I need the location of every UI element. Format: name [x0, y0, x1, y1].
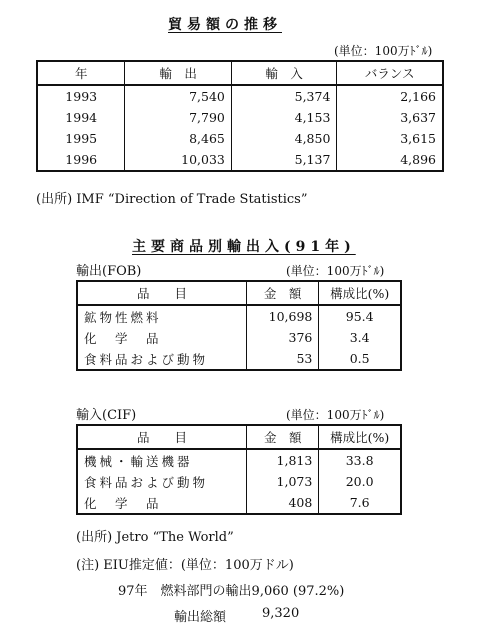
cell-imports: 4,153	[231, 107, 337, 128]
cell-imports: 5,374	[231, 85, 337, 107]
table-row	[77, 305, 401, 327]
header-year: 年	[37, 61, 125, 85]
header-imports: 輸 入	[231, 61, 337, 85]
cell-balance: 3,637	[337, 107, 443, 128]
table-row	[37, 149, 443, 171]
cell-item: 化 学 品	[77, 492, 247, 514]
exports-header-row	[77, 281, 401, 305]
header-exports: 輸 出	[125, 61, 231, 85]
header-share: 構成比(%)	[319, 281, 401, 305]
header-amount: 金 額	[247, 425, 319, 449]
trade-table	[36, 60, 444, 172]
exports-unit: (単位：100万ﾄﾞﾙ)	[286, 264, 385, 278]
header-amount: 金 額	[246, 281, 318, 305]
goods-source: (出所) Jetro “The World”	[76, 530, 234, 545]
table-row	[77, 348, 401, 370]
note-line-1: 97年 燃料部門の輸出9,060 (97.2%)	[118, 584, 345, 599]
cell-item: 食料品および動物	[77, 471, 247, 492]
cell-year: 1995	[37, 128, 125, 149]
trade-header-row	[37, 61, 443, 85]
cell-share: 0.5	[319, 348, 401, 370]
cell-share: 7.6	[319, 492, 401, 514]
cell-item: 化 学 品	[77, 327, 246, 348]
cell-year: 1996	[37, 149, 125, 171]
table-row	[77, 492, 401, 514]
trade-unit: (単位：100万ﾄﾞﾙ)	[334, 44, 433, 58]
cell-item: 食料品および動物	[77, 348, 246, 370]
table-row	[77, 471, 401, 492]
cell-year: 1994	[37, 107, 125, 128]
cell-amount: 53	[246, 348, 318, 370]
note-label: (注) EIU推定値：(単位：100万ドル)	[76, 558, 294, 573]
header-balance: バランス	[337, 61, 443, 85]
exports-label: 輸出(FOB)	[76, 264, 142, 279]
cell-amount: 10,698	[246, 305, 318, 327]
cell-imports: 4,850	[231, 128, 337, 149]
cell-share: 33.8	[319, 449, 401, 471]
header-share: 構成比(%)	[319, 425, 401, 449]
imports-unit: (単位：100万ﾄﾞﾙ)	[286, 408, 385, 422]
cell-amount: 376	[246, 327, 318, 348]
table-row	[37, 128, 443, 149]
table-row	[37, 85, 443, 107]
cell-imports: 5,137	[231, 149, 337, 171]
cell-share: 3.4	[319, 327, 401, 348]
cell-amount: 1,813	[247, 449, 319, 471]
cell-balance: 4,896	[337, 149, 443, 171]
table-row	[77, 449, 401, 471]
goods-title: 主要商品別輸出入(91年)	[132, 239, 356, 255]
header-item: 品 目	[77, 425, 247, 449]
imports-header-row	[77, 425, 401, 449]
cell-amount: 408	[247, 492, 319, 514]
cell-exports: 8,465	[125, 128, 231, 149]
imports-table	[76, 424, 402, 515]
note-line-2-value: 9,320	[262, 606, 300, 621]
cell-share: 20.0	[319, 471, 401, 492]
note-line-2-label: 輸出総額	[174, 610, 227, 625]
cell-exports: 7,540	[125, 85, 231, 107]
trade-title: 貿易額の推移	[168, 17, 282, 33]
exports-table	[76, 280, 402, 371]
header-item: 品 目	[77, 281, 246, 305]
cell-amount: 1,073	[247, 471, 319, 492]
cell-item: 機械・輸送機器	[77, 449, 247, 471]
cell-exports: 10,033	[125, 149, 231, 171]
cell-balance: 3,615	[337, 128, 443, 149]
table-row	[77, 327, 401, 348]
cell-item: 鉱物性燃料	[77, 305, 246, 327]
cell-share: 95.4	[319, 305, 401, 327]
table-row	[37, 107, 443, 128]
cell-year: 1993	[37, 85, 125, 107]
cell-balance: 2,166	[337, 85, 443, 107]
trade-source: (出所) IMF “Direction of Trade Statistics”	[36, 192, 308, 207]
cell-exports: 7,790	[125, 107, 231, 128]
imports-label: 輸入(CIF)	[76, 408, 137, 423]
